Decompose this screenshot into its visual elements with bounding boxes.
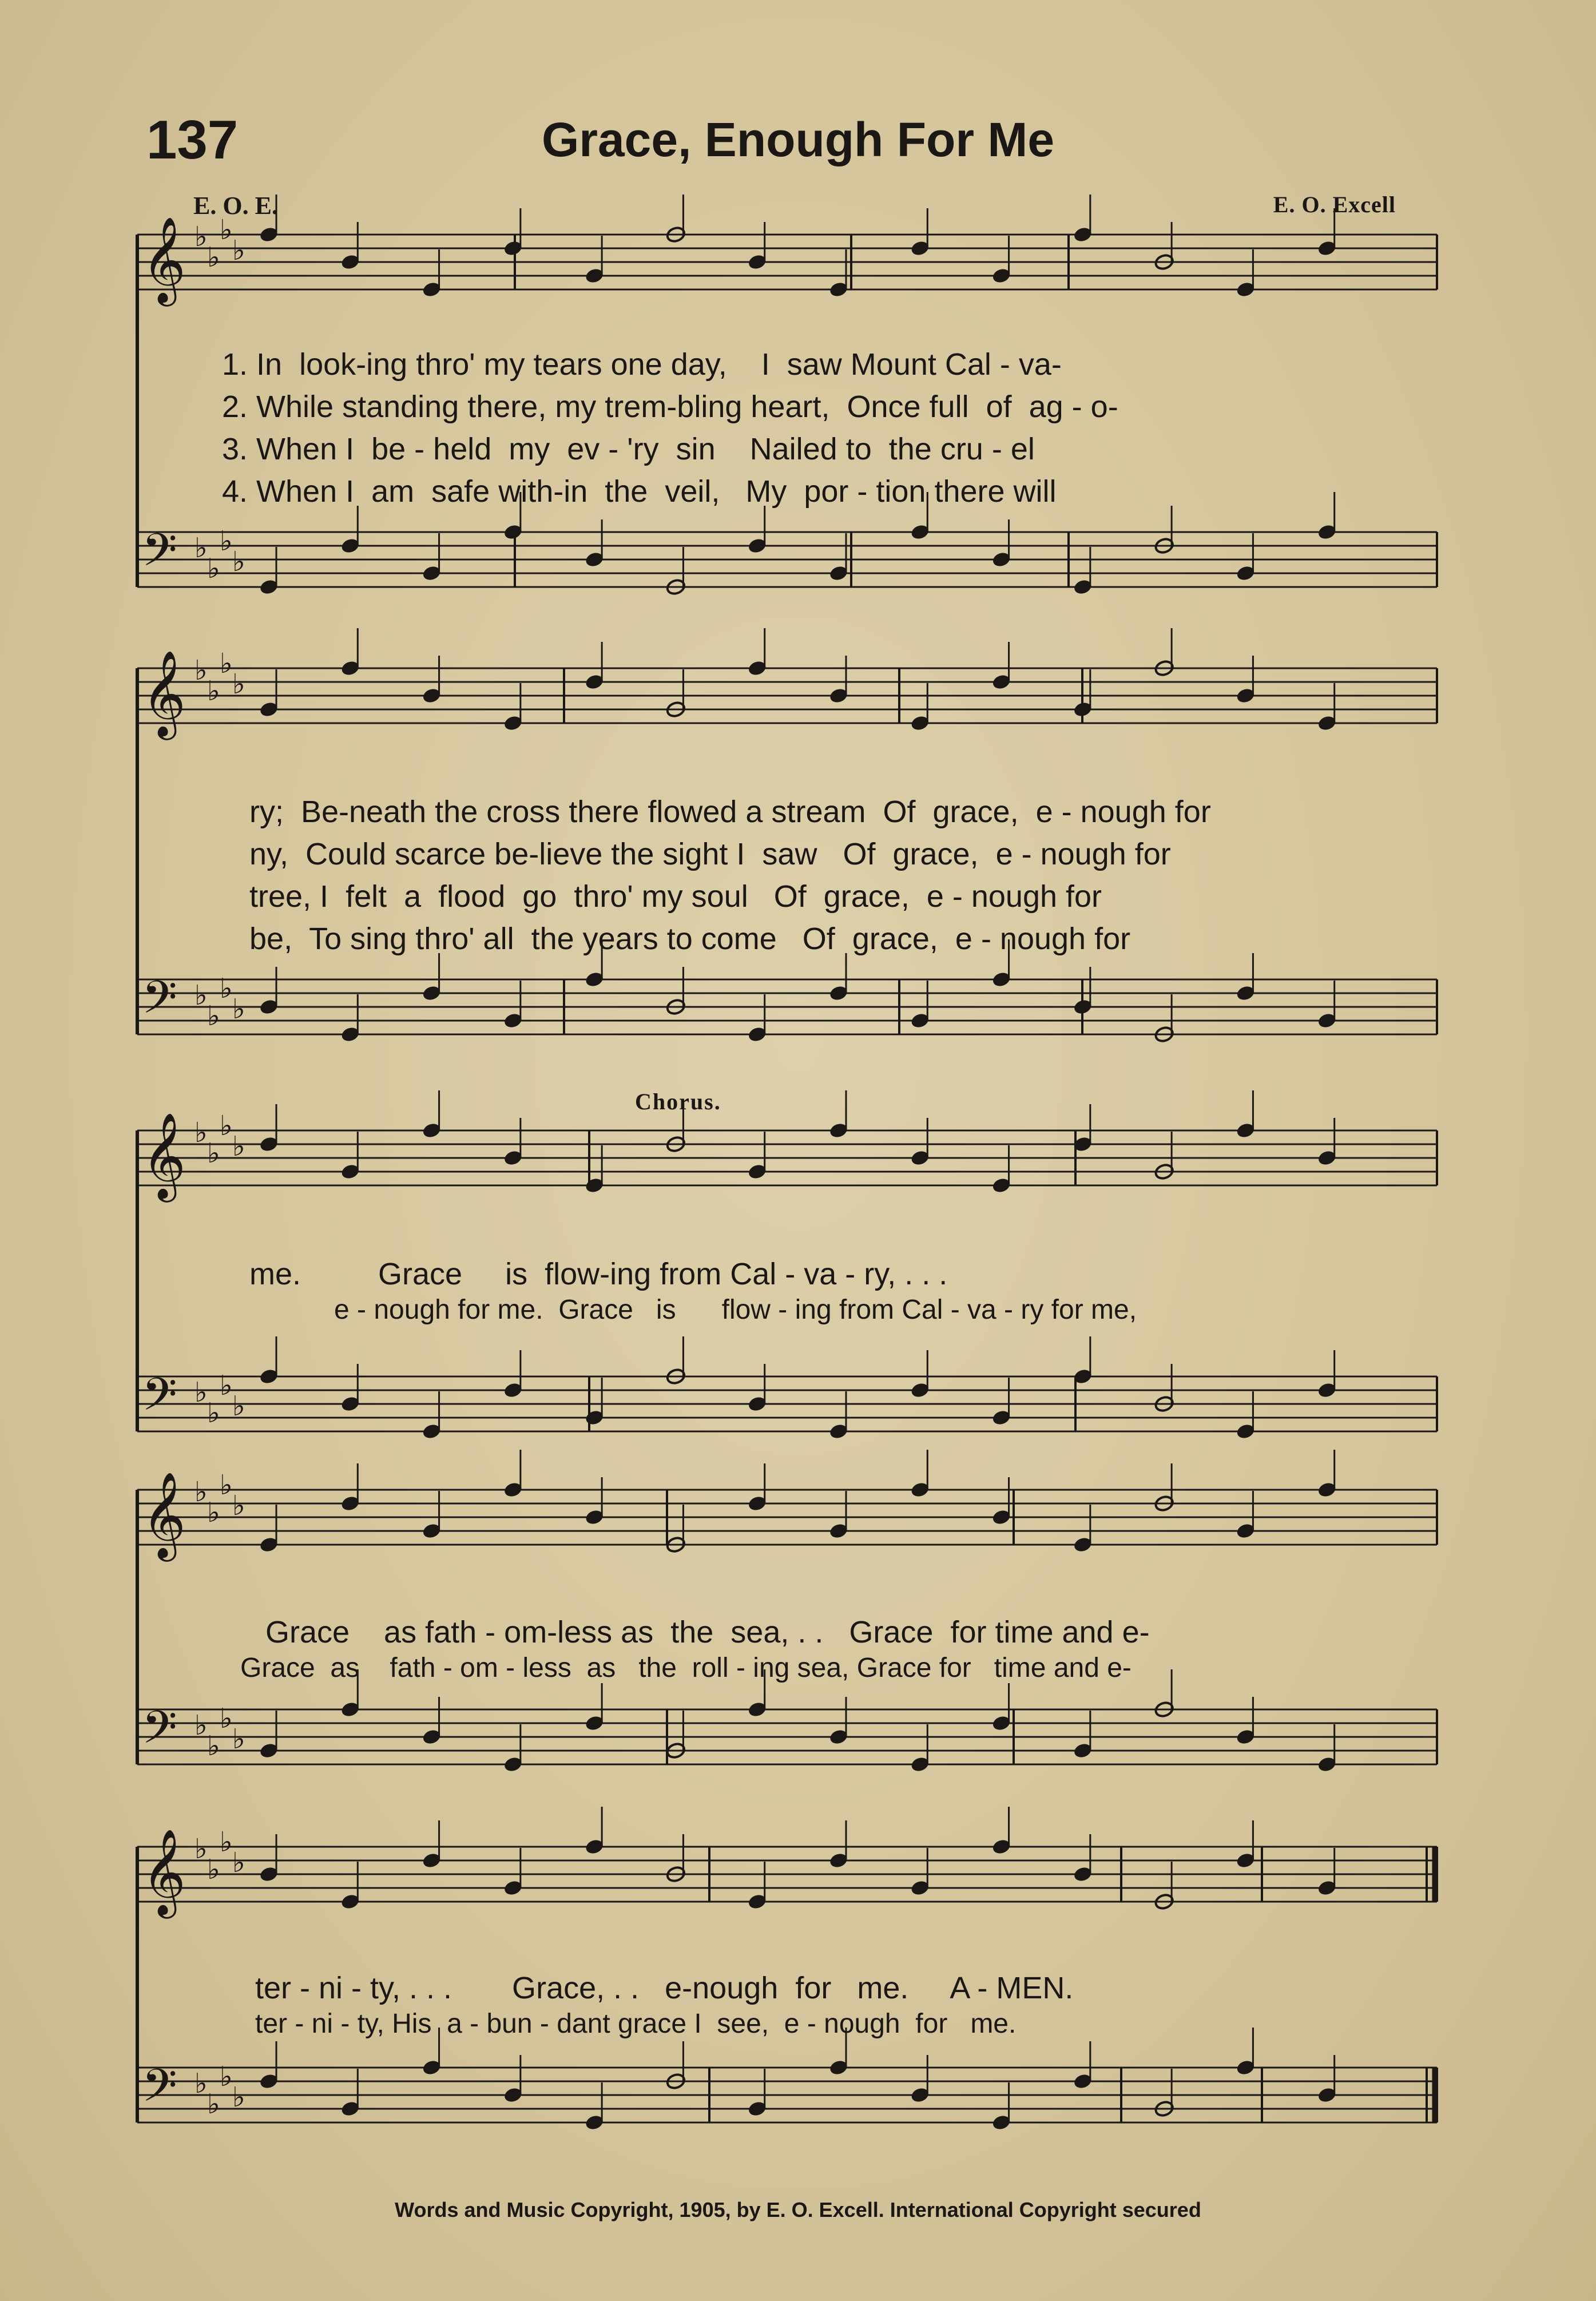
words-credit: E. O. E.	[193, 192, 278, 220]
svg-text:♭: ♭	[194, 1709, 208, 1741]
svg-text:♭: ♭	[232, 1130, 245, 1163]
svg-text:♭: ♭	[194, 1376, 208, 1409]
svg-text:♭: ♭	[220, 214, 233, 246]
svg-text:♭: ♭	[232, 1847, 245, 1879]
svg-text:♭: ♭	[207, 1000, 220, 1032]
chorus-line-2-lower: Grace as fath - om - less as the roll - ing sea, Grace for time and e-	[240, 1653, 1132, 1683]
chorus-line-3-upper: ter - ni - ty, . . . Grace, . . e-nough for me. A - MEN.	[255, 1971, 1074, 2005]
svg-text:♭: ♭	[207, 675, 220, 707]
chorus-label: Chorus.	[635, 1089, 721, 1114]
svg-text:♭: ♭	[207, 241, 220, 273]
svg-text:♭: ♭	[220, 648, 233, 680]
verse-3-line-1: 3. When I be - held my ev - 'ry sin Nailed to the cru - el	[222, 432, 1035, 466]
svg-text:♭: ♭	[232, 235, 245, 267]
verse-1-line-2: ry; Be-neath the cross there flowed a stream Of grace, e - nough for	[249, 795, 1211, 829]
svg-text:𝄞: 𝄞	[142, 1471, 186, 1558]
svg-text:♭: ♭	[207, 2088, 220, 2120]
svg-text:♭: ♭	[232, 546, 245, 578]
svg-text:♭: ♭	[207, 1137, 220, 1169]
svg-text:𝄢: 𝄢	[142, 523, 177, 588]
svg-text:♭: ♭	[207, 553, 220, 585]
verse-4-line-1: 4. When I am safe with-in the veil, My por - tion there will	[222, 474, 1057, 509]
svg-text:♭: ♭	[220, 1370, 233, 1402]
svg-text:♭: ♭	[207, 1854, 220, 1886]
svg-text:♭: ♭	[207, 1397, 220, 1429]
verse-2-line-2: ny, Could scarce be-lieve the sight I saw Of grace, e - nough for	[249, 837, 1171, 871]
svg-text:𝄢: 𝄢	[142, 1701, 177, 1765]
svg-text:♭: ♭	[232, 1723, 245, 1755]
svg-text:♭: ♭	[194, 1833, 208, 1865]
svg-text:♭: ♭	[220, 1826, 233, 1858]
svg-text:♭: ♭	[194, 2068, 208, 2100]
svg-text:♭: ♭	[194, 1117, 208, 1149]
svg-text:♭: ♭	[232, 2081, 245, 2113]
svg-text:♭: ♭	[220, 2061, 233, 2093]
svg-text:♭: ♭	[194, 1476, 208, 1508]
svg-text:♭: ♭	[207, 1730, 220, 1762]
chorus-line-3-lower: ter - ni - ty, His a - bun - dant grace I see, e - nough for me.	[255, 2009, 1017, 2039]
svg-text:♭: ♭	[194, 654, 208, 687]
svg-text:♭: ♭	[232, 1490, 245, 1522]
svg-text:𝄢: 𝄢	[142, 2059, 177, 2123]
svg-text:♭: ♭	[232, 1390, 245, 1422]
svg-text:♭: ♭	[194, 979, 208, 1011]
svg-text:♭: ♭	[220, 1469, 233, 1501]
chorus-line-2-upper: Grace as fath - om-less as the sea, . . Grace for time and e-	[265, 1615, 1150, 1649]
hymn-number: 137	[146, 109, 239, 170]
svg-text:♭: ♭	[232, 668, 245, 700]
svg-text:♭: ♭	[207, 1497, 220, 1529]
svg-text:♭: ♭	[194, 221, 208, 253]
svg-text:𝄢: 𝄢	[142, 971, 177, 1035]
svg-text:♭: ♭	[194, 532, 208, 564]
svg-text:♭: ♭	[220, 973, 233, 1005]
svg-text:♭: ♭	[220, 1703, 233, 1735]
hymn-title: Grace, Enough For Me	[541, 113, 1055, 166]
verse-1-line-1: 1. In look-ing thro' my tears one day, I saw Mount Cal - va-	[222, 347, 1062, 382]
svg-text:𝄢: 𝄢	[142, 1368, 177, 1432]
copyright-notice: Words and Music Copyright, 1905, by E. O. Excell. International Copyright secured	[395, 2198, 1201, 2221]
svg-text:𝄞: 𝄞	[142, 1828, 186, 1915]
svg-text:𝄞: 𝄞	[142, 216, 186, 303]
music-credit: E. O. Excell	[1273, 192, 1396, 217]
verse-2-line-1: 2. While standing there, my trem-bling heart, Once full of ag - o-	[222, 390, 1118, 424]
verse-4-line-2: be, To sing thro' all the years to come Of grace, e - nough for	[249, 922, 1131, 956]
verse-3-line-2: tree, I felt a flood go thro' my soul Of grace, e - nough for	[249, 879, 1102, 914]
chorus-line-1-upper: me. Grace is flow-ing from Cal - va - ry, . . .	[249, 1257, 948, 1291]
svg-text:𝄞: 𝄞	[142, 649, 186, 736]
chorus-line-1-lower: e - nough for me. Grace is flow - ing from Cal - va - ry for me,	[334, 1295, 1137, 1325]
svg-text:♭: ♭	[220, 1110, 233, 1142]
svg-text:𝄞: 𝄞	[142, 1112, 186, 1199]
svg-text:♭: ♭	[220, 525, 233, 557]
svg-text:♭: ♭	[232, 993, 245, 1025]
